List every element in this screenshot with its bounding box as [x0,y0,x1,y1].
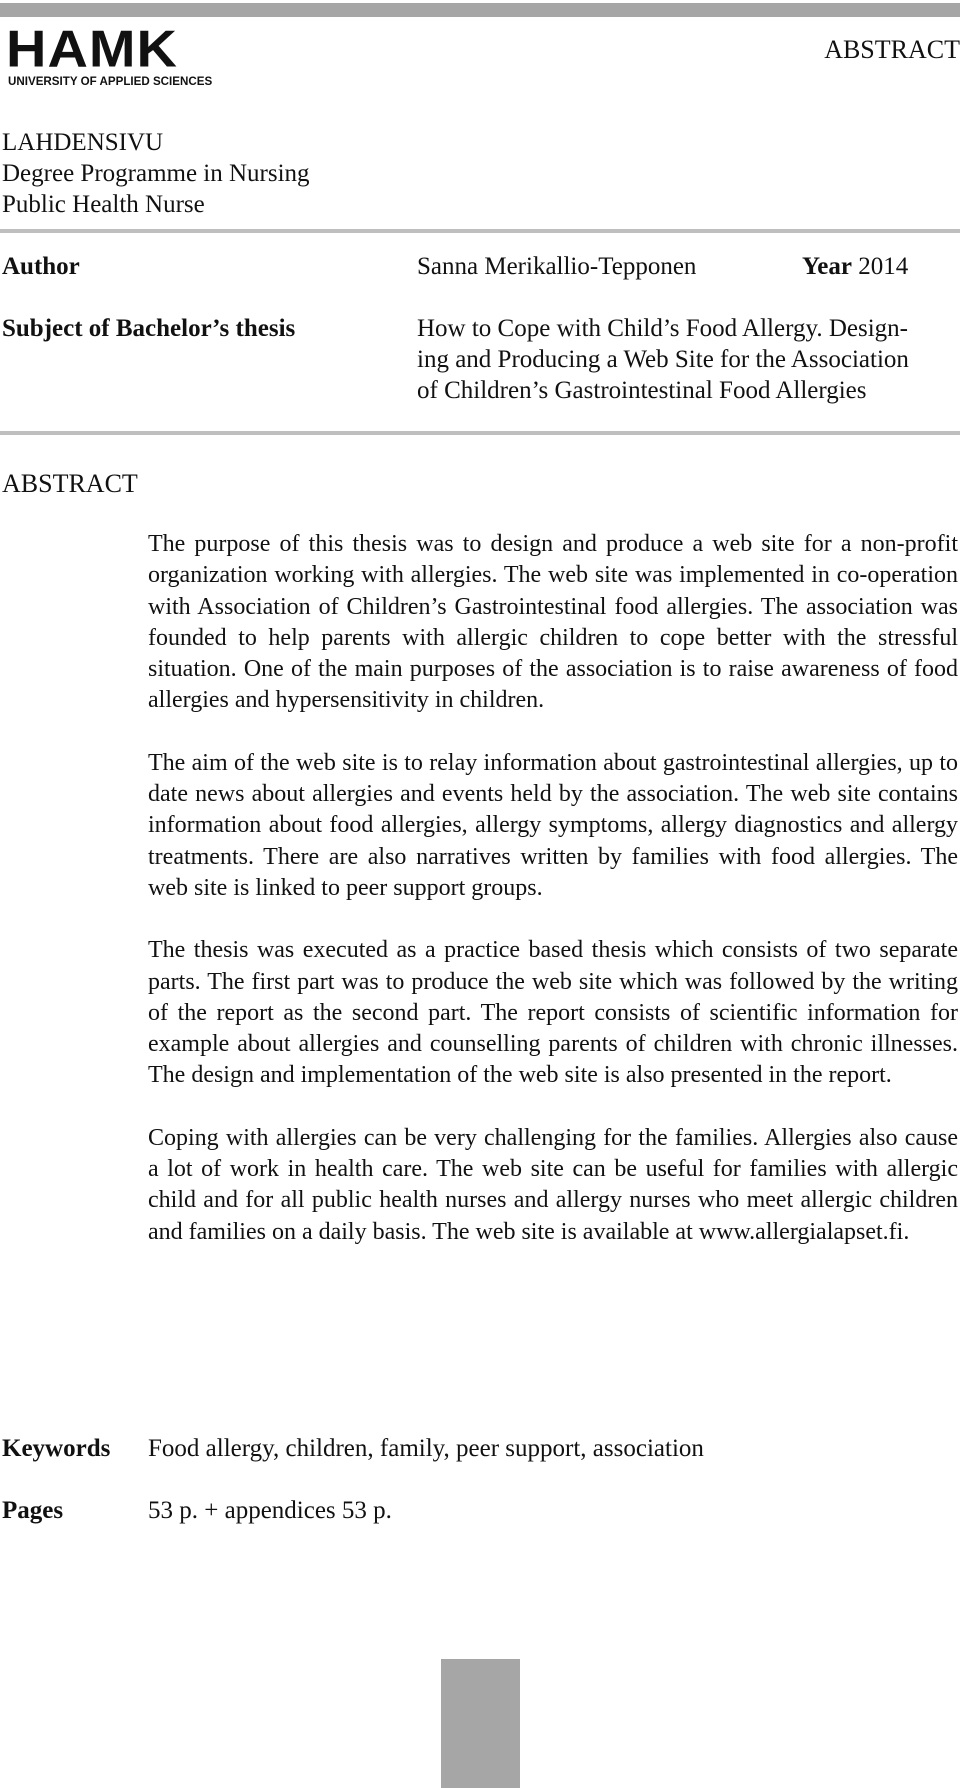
degree-programme: Degree Programme in Nursing [2,160,310,187]
abstract-paragraph: Coping with allergies can be very challenging for the families. Allergies also cause a lot of work in health care. The web site can be useful for families with allergic child and for all public health nurses and allergy nurses who meet allergic children and families on a daily basis. The web site is available at www.allergialapset.fi. [148,1124,958,1245]
abstract-paragraph: The aim of the web site is to relay information about gastrointestinal allergies, up to date news about allergies and events held by the association. The web site contains information about food allergies, allergy symptoms, allergy diagnostics and allergy treatments. There are also narratives written by families with food allergies. The web site is linked to peer support groups. [148,749,958,901]
author-value: Sanna Merikallio-Tepponen [417,253,697,280]
subject-value [417,313,957,406]
pages-value: 53 p. + appendices 53 p. [148,1497,392,1524]
section-divider [0,431,960,435]
unit-name: LAHDENSIVU [2,129,164,156]
top-divider-bar [0,3,960,17]
unit-block [2,127,310,220]
subject-line: ing and Producing a Web Site for the Association [417,346,909,373]
header-title: ABSTRACT [824,35,960,64]
author-label: Author [2,253,80,280]
year-value: 2014 [858,253,909,280]
subject-label: Subject of Bachelor’s thesis [2,315,296,342]
specialisation: Public Health Nurse [2,191,205,218]
section-divider [0,229,960,233]
subject-line: How to Cope with Child’s Food Allergy. Design- [417,315,908,342]
keywords-value: Food allergy, children, family, peer support, association [148,1435,704,1462]
abstract-heading: ABSTRACT [2,469,138,498]
abstract-paragraph: The purpose of this thesis was to design and produce a web site for a non-profit organization working with allergies. The web site was implemented in co-operation with Association of Children’s Gastrointestinal food allergies. The association was founded to help parents with allergic children to cope better with the stressful situation. One of the main purposes of the association is to raise awareness of food allergies and hypersensitivity in children. [148,531,958,714]
keywords-label: Keywords [2,1435,111,1462]
logo-subtitle: UNIVERSITY OF APPLIED SCIENCES [8,75,213,88]
year-field [802,251,908,282]
pages-label: Pages [2,1497,64,1524]
hamk-logo [6,19,250,90]
abstract-body [148,529,958,1279]
year-label: Year [802,253,852,280]
logo-wordmark: HAMK [6,19,178,78]
footer-gray-block [441,1659,520,1788]
subject-line: of Children’s Gastrointestinal Food Allergies [417,377,867,404]
abstract-paragraph: The thesis was executed as a practice based thesis which consists of two separate parts. The first part was to produce the web site which was followed by the writing of the report as the second part. The report consists of scientific information for example about allergies and counselling parents of children with chronic illnesses. The design and implementation of the web site is also presented in the report. [148,937,958,1089]
